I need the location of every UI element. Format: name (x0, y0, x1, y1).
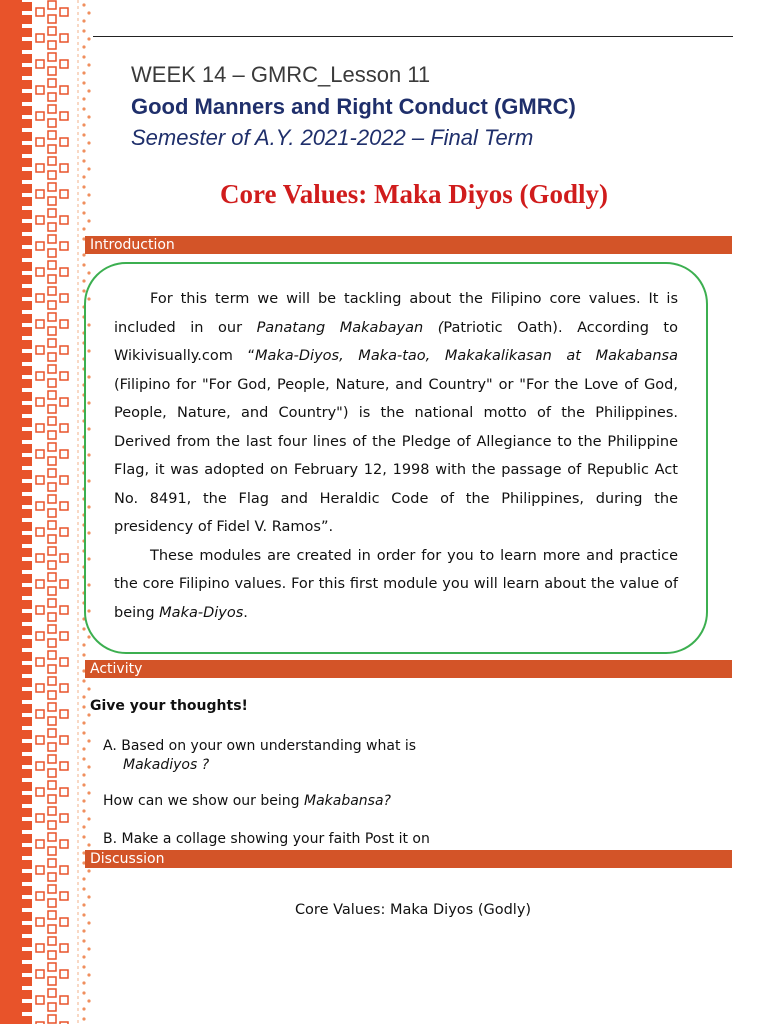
page-title: Core Values: Maka Diyos (Godly) (219, 179, 609, 209)
section-bar-discussion: Discussion (85, 850, 732, 868)
subject-heading: Good Manners and Right Conduct (GMRC) (131, 94, 576, 119)
intro-paragraph-2: These modules are created in order for you to learn more and practice the core Filipino values. For this first module you will learn about the value of being Maka-Diyos. (114, 547, 678, 621)
question-a-term: Makadiyos ? (123, 757, 210, 773)
week-lesson-heading: WEEK 14 – GMRC_Lesson 11 (131, 62, 431, 87)
top-rule (93, 36, 733, 37)
discussion-title: Core Values: Maka Diyos (Godly) (294, 902, 532, 918)
section-bar-introduction: Introduction (85, 236, 732, 254)
introduction-text (114, 285, 678, 627)
question-a-followup: How can we show our being Makabansa? (103, 793, 391, 809)
decorative-border (0, 0, 94, 1024)
section-bar-activity: Activity (85, 660, 732, 678)
activity-prompt: Give your thoughts! (90, 698, 248, 714)
question-a: A. Based on your own understanding what is (103, 738, 417, 754)
intro-paragraph-1: For this term we will be tackling about the Filipino core values. It is included in our Panatang Makabayan (Patriotic Oath). According to Wikivisually.com “Maka-Diyos, Maka-tao, Makakalikasan at Makabansa (Filipino for "For God, People, Nature, and Country" or "For the Love of God, People, Nature, and Country") is the national motto of the Philippines. Derived from the last four lines of the Pledge of Allegiance to the Philippine Flag, it was adopted on February 12, 1998 with the passage of Republic Act No. 8491, the Flag and Heraldic Code of the Philippines, during the presidency of Fidel V. Ramos”. (114, 291, 678, 535)
question-b: B. Make a collage showing your faith Post it on (103, 831, 430, 847)
term-heading: Semester of A.Y. 2021-2022 – Final Term (131, 125, 534, 150)
